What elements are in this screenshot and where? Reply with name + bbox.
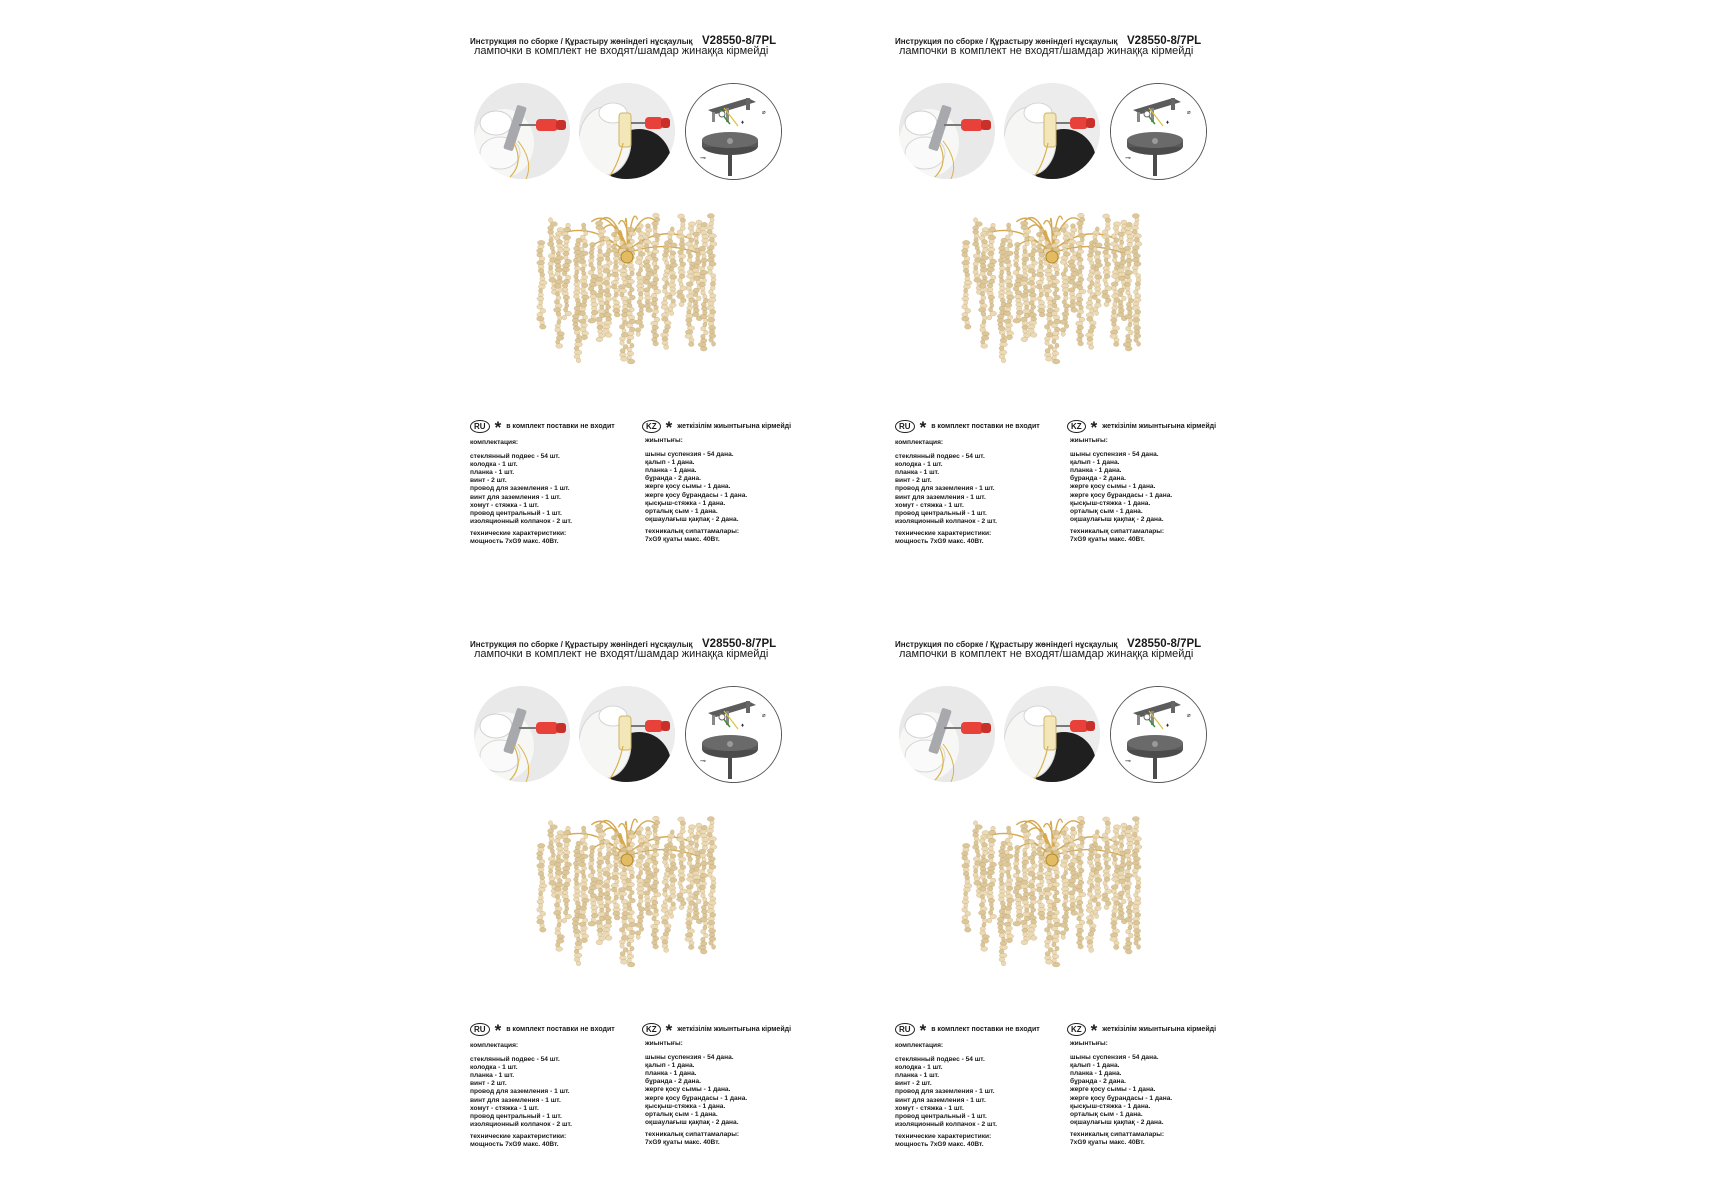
kz-spec-heading: техникалық сипаттамалары: [645,527,740,535]
ru-kit-heading: комплектация: [895,439,944,446]
asterisk-icon: * [494,418,502,437]
kz-spec-value: 7xG9 қуаты макс. 40Вт. [1070,1139,1145,1147]
list-item: стеклянный подвес - 54 шт. [895,453,985,461]
list-item: провод для заземления - 1 шт. [895,485,995,493]
list-item: провод центральный - 1 шт. [895,509,987,517]
list-item: планка - 1 шт. [470,1072,515,1080]
svg-text:⊸: ⊸ [1125,758,1131,765]
kz-kit-list [1070,437,1220,544]
list-item: колодка - 1 шт. [470,461,518,469]
kz-spec-value: 7xG9 қуаты макс. 40Вт. [645,536,720,544]
svg-text:⌀: ⌀ [1187,713,1191,719]
kz-spec-heading: техникалық сипаттамалары: [1070,527,1165,535]
ru-header [895,418,1040,437]
svg-text:⊸: ⊸ [1125,155,1131,162]
kz-badge: KZ [1067,420,1086,433]
ru-spec-value: мощность 7xG9 макс. 40Вт. [470,1141,559,1149]
list-item: шыны суспензия - 54 дана. [1070,451,1159,459]
ru-not-included-note: в комплект поставки не входит [931,1025,1040,1033]
assembly-diagram [685,83,782,180]
ru-items [895,1056,1060,1129]
list-item: орталық сым - 1 дана. [1070,507,1143,515]
list-item: оқшаулағыш қақпақ - 2 дана. [1070,1118,1164,1126]
asterisk-icon: * [1090,1021,1098,1040]
list-item: қалып - 1 дана. [1070,459,1120,467]
list-item: орталық сым - 1 дана. [645,507,718,515]
list-item: колодка - 1 шт. [470,1064,518,1072]
list-item: изоляционный колпачок - 2 шт. [470,517,572,525]
kz-kit-heading: жиынтығы: [1070,1040,1108,1047]
list-item: оқшаулағыш қақпақ - 2 дана. [645,515,739,523]
kz-kit-heading: жиынтығы: [645,1040,683,1047]
list-item: изоляционный колпачок - 2 шт. [470,1120,572,1128]
kz-spec-value: 7xG9 қуаты макс. 40Вт. [645,1139,720,1147]
chandelier-image [535,808,720,978]
list-item: планка - 1 дана. [1070,1070,1122,1078]
instruction-sheet [895,628,1215,1188]
ru-kit-list [470,439,635,546]
chandelier-image [960,808,1145,978]
list-item: провод центральный - 1 шт. [895,1112,987,1120]
svg-text:⊸: ⊸ [700,758,706,765]
kz-kit-heading: жиынтығы: [645,437,683,444]
kz-header [1067,1021,1217,1040]
kz-items [645,1054,795,1127]
list-item: хомут - стяжка - 1 шт. [895,1104,964,1112]
ru-spec-value: мощность 7xG9 макс. 40Вт. [895,1141,984,1149]
list-item: планка - 1 шт. [895,1072,940,1080]
svg-text:♦: ♦ [1166,120,1170,126]
list-item: провод центральный - 1 шт. [470,1112,562,1120]
list-item: планка - 1 шт. [470,469,515,477]
list-item: винт - 2 шт. [470,477,507,485]
bulbs-note: лампочки в комплект не входят/шамдар жинаққа кірмейді [899,45,1194,57]
bulbs-note: лампочки в комплект не входят/шамдар жинаққа кірмейді [474,648,769,660]
kz-not-included-note: жеткізілім жиынтығына кірмейді [677,422,792,430]
asterisk-icon: * [494,1021,502,1040]
list-item: винт для заземления - 1 шт. [895,493,986,501]
list-item: қалып - 1 дана. [645,1062,695,1070]
step-photo-screwdriver-bracket [899,83,995,179]
kz-badge: KZ [1067,1023,1086,1036]
list-item: жерге қосу бұрандасы - 1 дана. [1070,491,1173,499]
step-photo-screwdriver-canopy [1004,686,1100,782]
list-item: жерге қосу сымы - 1 дана. [1070,483,1156,491]
list-item: шыны суспензия - 54 дана. [1070,1054,1159,1062]
ru-kit-list [470,1042,635,1149]
list-item: планка - 1 дана. [1070,467,1122,475]
ru-not-included-note: в комплект поставки не входит [506,1025,615,1033]
list-item: стеклянный подвес - 54 шт. [470,453,560,461]
list-item: стеклянный подвес - 54 шт. [470,1056,560,1064]
list-item: винт - 2 шт. [895,1080,932,1088]
ru-badge: RU [895,420,915,433]
kz-kit-list [645,437,795,544]
ru-header [470,1021,615,1040]
list-item: қалып - 1 дана. [1070,1062,1120,1070]
list-item: шыны суспензия - 54 дана. [645,1054,734,1062]
kz-spec-heading: техникалық сипаттамалары: [1070,1130,1165,1138]
list-item: қысқыш-стяжка - 1 дана. [645,1102,726,1110]
kz-header [1067,418,1217,437]
list-item: хомут - стяжка - 1 шт. [895,501,964,509]
sheet-title: Инструкция по сборке / Құрастыру жөніндегі нұсқаулық [895,640,1118,649]
chandelier-image [535,205,720,375]
list-item: жерге қосу бұрандасы - 1 дана. [645,1094,748,1102]
instruction-sheet [470,628,790,1188]
ru-spec-heading: технические характеристики: [470,1132,567,1140]
asterisk-icon: * [919,1021,927,1040]
step-photo-screwdriver-bracket [474,83,570,179]
kz-header [642,418,792,437]
kz-badge: KZ [642,1023,661,1036]
list-item: қалып - 1 дана. [645,459,695,467]
list-item: винт для заземления - 1 шт. [470,493,561,501]
kz-not-included-note: жеткізілім жиынтығына кірмейді [1102,422,1217,430]
ru-items [470,453,635,526]
svg-text:⌀: ⌀ [762,110,766,116]
sheet-title: Инструкция по сборке / Құрастыру жөніндегі нұсқаулық [895,37,1118,46]
list-item: винт - 2 шт. [470,1080,507,1088]
list-item: бұранда - 2 дана. [1070,475,1126,483]
kz-kit-list [645,1040,795,1147]
list-item: қысқыш-стяжка - 1 дана. [1070,499,1151,507]
assembly-diagram [1110,83,1207,180]
asterisk-icon: * [665,1021,673,1040]
list-item: изоляционный колпачок - 2 шт. [895,1120,997,1128]
bulbs-note: лампочки в комплект не входят/шамдар жинаққа кірмейді [899,648,1194,660]
ru-badge: RU [470,420,490,433]
sheet-title: Инструкция по сборке / Құрастыру жөніндегі нұсқаулық [470,37,693,46]
list-item: орталық сым - 1 дана. [1070,1110,1143,1118]
model-number: V28550-8/7PL [702,638,777,650]
ru-kit-list [895,439,1060,546]
assembly-diagram [685,686,782,783]
ru-not-included-note: в комплект поставки не входит [931,422,1040,430]
ru-badge: RU [470,1023,490,1036]
svg-text:⌀: ⌀ [1187,110,1191,116]
bulbs-note: лампочки в комплект не входят/шамдар жинаққа кірмейді [474,45,769,57]
asterisk-icon: * [919,418,927,437]
list-item: жерге қосу сымы - 1 дана. [645,483,731,491]
list-item: жерге қосу сымы - 1 дана. [1070,1086,1156,1094]
list-item: колодка - 1 шт. [895,1064,943,1072]
svg-text:♦: ♦ [741,120,745,126]
ru-spec-heading: технические характеристики: [470,529,567,537]
ru-spec-heading: технические характеристики: [895,1132,992,1140]
ru-badge: RU [895,1023,915,1036]
model-number: V28550-8/7PL [1127,35,1202,47]
list-item: хомут - стяжка - 1 шт. [470,1104,539,1112]
list-item: оқшаулағыш қақпақ - 2 дана. [645,1118,739,1126]
list-item: колодка - 1 шт. [895,461,943,469]
sheet-title: Инструкция по сборке / Құрастыру жөніндегі нұсқаулық [470,640,693,649]
ru-not-included-note: в комплект поставки не входит [506,422,615,430]
asterisk-icon: * [1090,418,1098,437]
svg-text:♦: ♦ [741,723,745,729]
list-item: провод для заземления - 1 шт. [895,1088,995,1096]
list-item: планка - 1 шт. [895,469,940,477]
ru-items [470,1056,635,1129]
ru-kit-heading: комплектация: [895,1042,944,1049]
ru-spec-value: мощность 7xG9 макс. 40Вт. [470,538,559,546]
list-item: оқшаулағыш қақпақ - 2 дана. [1070,515,1164,523]
kz-spec-heading: техникалық сипаттамалары: [645,1130,740,1138]
kz-badge: KZ [642,420,661,433]
ru-items [895,453,1060,526]
list-item: бұранда - 2 дана. [645,1078,701,1086]
ru-spec-value: мощность 7xG9 макс. 40Вт. [895,538,984,546]
kz-not-included-note: жеткізілім жиынтығына кірмейді [1102,1025,1217,1033]
asterisk-icon: * [665,418,673,437]
model-number: V28550-8/7PL [702,35,777,47]
list-item: хомут - стяжка - 1 шт. [470,501,539,509]
kz-items [645,451,795,524]
chandelier-image [960,205,1145,375]
list-item: бұранда - 2 дана. [645,475,701,483]
list-item: провод центральный - 1 шт. [470,509,562,517]
svg-text:⊸: ⊸ [700,155,706,162]
svg-text:⌀: ⌀ [762,713,766,719]
kz-kit-list [1070,1040,1220,1147]
list-item: винт для заземления - 1 шт. [895,1096,986,1104]
list-item: орталық сым - 1 дана. [645,1110,718,1118]
kz-header [642,1021,792,1040]
ru-header [895,1021,1040,1040]
step-photo-screwdriver-canopy [579,686,675,782]
step-photo-screwdriver-canopy [1004,83,1100,179]
list-item: жерге қосу бұрандасы - 1 дана. [645,491,748,499]
ru-kit-heading: комплектация: [470,1042,519,1049]
model-number: V28550-8/7PL [1127,638,1202,650]
list-item: винт для заземления - 1 шт. [470,1096,561,1104]
list-item: планка - 1 дана. [645,1070,697,1078]
kz-items [1070,451,1220,524]
list-item: жерге қосу сымы - 1 дана. [645,1086,731,1094]
list-item: провод для заземления - 1 шт. [470,1088,570,1096]
list-item: жерге қосу бұрандасы - 1 дана. [1070,1094,1173,1102]
instruction-sheet [895,25,1215,585]
list-item: бұранда - 2 дана. [1070,1078,1126,1086]
ru-header [470,418,615,437]
list-item: изоляционный колпачок - 2 шт. [895,517,997,525]
step-photo-screwdriver-bracket [474,686,570,782]
list-item: стеклянный подвес - 54 шт. [895,1056,985,1064]
ru-kit-list [895,1042,1060,1149]
svg-text:♦: ♦ [1166,723,1170,729]
list-item: шыны суспензия - 54 дана. [645,451,734,459]
kz-items [1070,1054,1220,1127]
step-photo-screwdriver-bracket [899,686,995,782]
list-item: қысқыш-стяжка - 1 дана. [645,499,726,507]
kz-not-included-note: жеткізілім жиынтығына кірмейді [677,1025,792,1033]
kz-spec-value: 7xG9 қуаты макс. 40Вт. [1070,536,1145,544]
ru-kit-heading: комплектация: [470,439,519,446]
list-item: винт - 2 шт. [895,477,932,485]
step-photo-screwdriver-canopy [579,83,675,179]
list-item: планка - 1 дана. [645,467,697,475]
list-item: провод для заземления - 1 шт. [470,485,570,493]
ru-spec-heading: технические характеристики: [895,529,992,537]
kz-kit-heading: жиынтығы: [1070,437,1108,444]
instruction-sheet [470,25,790,585]
list-item: қысқыш-стяжка - 1 дана. [1070,1102,1151,1110]
assembly-diagram [1110,686,1207,783]
